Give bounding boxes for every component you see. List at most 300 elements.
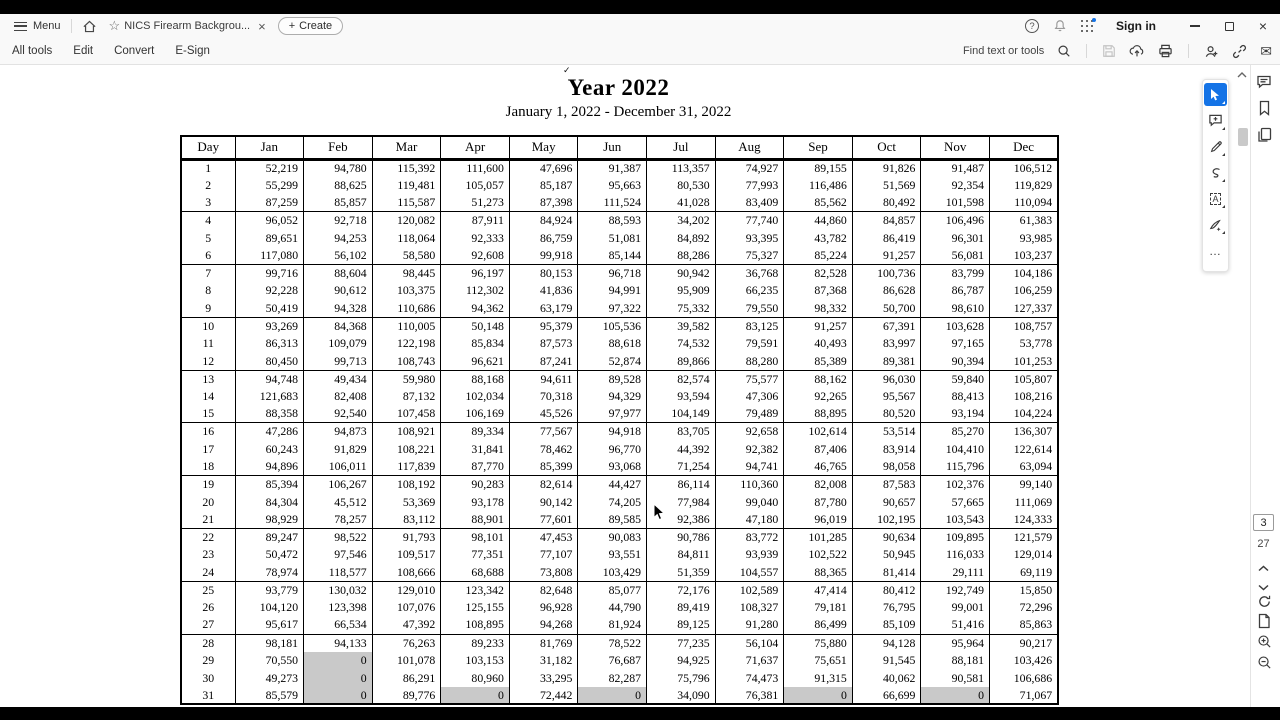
table-cell: 45,526 bbox=[509, 405, 578, 423]
table-cell: 74,473 bbox=[715, 669, 784, 687]
table-cell: 74,532 bbox=[647, 335, 716, 353]
tab-esign[interactable]: E-Sign bbox=[175, 45, 210, 57]
table-cell: 96,197 bbox=[441, 265, 510, 283]
table-header-cell: Jun bbox=[578, 136, 647, 159]
table-cell: 77,601 bbox=[509, 511, 578, 529]
table-cell: 85,389 bbox=[784, 353, 853, 371]
table-cell: 104,149 bbox=[647, 405, 716, 423]
table-day-cell: 25 bbox=[181, 581, 235, 599]
table-cell: 103,429 bbox=[578, 564, 647, 582]
bookmarks-panel-icon[interactable] bbox=[1258, 100, 1271, 121]
table-cell: 94,268 bbox=[509, 616, 578, 634]
table-cell: 95,909 bbox=[647, 282, 716, 300]
table-cell: 87,368 bbox=[784, 282, 853, 300]
table-cell: 85,863 bbox=[990, 616, 1059, 634]
table-cell: 93,779 bbox=[235, 581, 304, 599]
zoom-in-icon[interactable] bbox=[1257, 634, 1272, 654]
table-cell: 109,517 bbox=[372, 546, 441, 564]
favorite-star-icon[interactable]: ☆ bbox=[108, 18, 121, 33]
table-header-cell: Nov bbox=[921, 136, 990, 159]
table-cell: 49,273 bbox=[235, 669, 304, 687]
link-icon[interactable] bbox=[1232, 44, 1247, 59]
table-header-cell: Mar bbox=[372, 136, 441, 159]
table-row bbox=[181, 528, 1058, 546]
table-cell: 92,540 bbox=[304, 405, 373, 423]
table-cell: 108,327 bbox=[715, 599, 784, 617]
table-cell: 77,993 bbox=[715, 177, 784, 195]
table-cell: 83,799 bbox=[921, 265, 990, 283]
minimize-button[interactable] bbox=[1178, 14, 1212, 38]
table-cell: 87,132 bbox=[372, 388, 441, 406]
zoom-out-icon[interactable] bbox=[1257, 655, 1272, 675]
table-cell: 83,125 bbox=[715, 317, 784, 335]
table-cell: 103,237 bbox=[990, 247, 1059, 265]
table-cell: 92,386 bbox=[647, 511, 716, 529]
table-cell: 115,587 bbox=[372, 194, 441, 212]
print-icon[interactable] bbox=[1158, 44, 1173, 58]
table-cell: 75,577 bbox=[715, 370, 784, 388]
table-cell: 96,301 bbox=[921, 229, 990, 247]
table-cell: 84,924 bbox=[509, 212, 578, 230]
table-row bbox=[181, 511, 1058, 529]
table-cell: 31,841 bbox=[441, 441, 510, 459]
table-cell: 96,770 bbox=[578, 441, 647, 459]
table-cell: 89,247 bbox=[235, 528, 304, 546]
table-cell: 98,101 bbox=[441, 528, 510, 546]
table-cell: 86,499 bbox=[784, 616, 853, 634]
table-cell: 116,033 bbox=[921, 546, 990, 564]
table-cell: 94,362 bbox=[441, 300, 510, 318]
table-row bbox=[181, 493, 1058, 511]
table-row bbox=[181, 300, 1058, 318]
table-cell: 47,414 bbox=[784, 581, 853, 599]
table-cell: 86,313 bbox=[235, 335, 304, 353]
table-cell: 94,780 bbox=[304, 159, 373, 177]
table-cell: 88,358 bbox=[235, 405, 304, 423]
table-cell: 89,651 bbox=[235, 229, 304, 247]
table-row bbox=[181, 388, 1058, 406]
table-cell: 88,286 bbox=[647, 247, 716, 265]
table-cell: 0 bbox=[921, 687, 990, 705]
table-day-cell: 9 bbox=[181, 300, 235, 318]
table-cell: 109,895 bbox=[921, 528, 990, 546]
table-cell: 56,102 bbox=[304, 247, 373, 265]
table-cell: 76,687 bbox=[578, 652, 647, 670]
comments-panel-icon[interactable] bbox=[1256, 74, 1272, 95]
table-cell: 44,427 bbox=[578, 476, 647, 494]
table-cell: 97,165 bbox=[921, 335, 990, 353]
table-cell: 44,392 bbox=[647, 441, 716, 459]
table-row bbox=[181, 159, 1058, 177]
table-cell: 50,148 bbox=[441, 317, 510, 335]
table-cell: 45,512 bbox=[304, 493, 373, 511]
table-cell: 82,287 bbox=[578, 669, 647, 687]
table-cell: 59,840 bbox=[921, 370, 990, 388]
table-cell: 75,651 bbox=[784, 652, 853, 670]
table-cell: 122,614 bbox=[1013, 441, 1053, 456]
table-cell: 98,058 bbox=[852, 458, 921, 476]
table-cell: 118,064 bbox=[372, 229, 441, 247]
table-cell: 81,769 bbox=[509, 634, 578, 652]
table-cell: 92,354 bbox=[921, 177, 990, 195]
table-cell: 56,081 bbox=[921, 247, 990, 265]
table-row bbox=[181, 458, 1058, 476]
table-cell: 85,562 bbox=[784, 194, 853, 212]
table-cell: 102,614 bbox=[784, 423, 853, 441]
table-cell: 110,686 bbox=[372, 300, 441, 318]
table-cell: 101,253 bbox=[990, 353, 1059, 371]
table-cell: 82,528 bbox=[784, 265, 853, 283]
table-cell: 89,334 bbox=[441, 423, 510, 441]
table-cell: 88,168 bbox=[441, 370, 510, 388]
table-cell: 93,269 bbox=[235, 317, 304, 335]
divider bbox=[71, 19, 72, 33]
table-cell: 59,980 bbox=[372, 370, 441, 388]
table-cell: 129,014 bbox=[1013, 547, 1053, 562]
table-cell: 90,283 bbox=[441, 476, 510, 494]
table-cell: 99,140 bbox=[1019, 477, 1053, 492]
table-cell: 85,144 bbox=[578, 247, 647, 265]
table-cell: 98,332 bbox=[784, 300, 853, 318]
table-cell: 47,306 bbox=[715, 388, 784, 406]
table-cell: 50,419 bbox=[235, 300, 304, 318]
home-icon[interactable] bbox=[82, 19, 97, 34]
table-cell: 87,406 bbox=[784, 441, 853, 459]
table-row bbox=[181, 405, 1058, 423]
table-cell: 43,782 bbox=[784, 229, 853, 247]
table-cell: 72,176 bbox=[647, 581, 716, 599]
scrollbar-thumb[interactable] bbox=[1238, 128, 1248, 146]
table-cell: 88,365 bbox=[784, 564, 853, 582]
table-cell: 39,582 bbox=[647, 317, 716, 335]
table-row bbox=[181, 581, 1058, 599]
table-cell: 0 bbox=[578, 687, 647, 705]
table-row bbox=[181, 282, 1058, 300]
table-cell: 87,583 bbox=[852, 476, 921, 494]
table-cell: 80,530 bbox=[647, 177, 716, 195]
table-cell: 94,991 bbox=[578, 282, 647, 300]
find-text-button[interactable]: Find text or tools bbox=[962, 45, 1045, 57]
table-cell: 110,094 bbox=[990, 194, 1059, 212]
table-cell: 91,280 bbox=[715, 616, 784, 634]
table-cell: 130,032 bbox=[304, 581, 373, 599]
table-cell: 47,286 bbox=[235, 423, 304, 441]
table-cell: 122,198 bbox=[372, 335, 441, 353]
table-cell: 99,040 bbox=[715, 493, 784, 511]
table-cell: 88,604 bbox=[304, 265, 373, 283]
table-cell: 108,757 bbox=[1013, 318, 1053, 333]
table-cell: 90,786 bbox=[647, 528, 716, 546]
table-day-cell: 1 bbox=[181, 159, 235, 177]
table-cell: 66,235 bbox=[715, 282, 784, 300]
table-row bbox=[181, 247, 1058, 265]
table-cell: 88,162 bbox=[784, 370, 853, 388]
create-button[interactable] bbox=[278, 17, 343, 35]
table-cell: 58,580 bbox=[372, 247, 441, 265]
page-title: Year 2022 bbox=[567, 75, 670, 100]
table-day-cell: 24 bbox=[181, 564, 235, 582]
table-cell: 68,688 bbox=[441, 564, 510, 582]
table-cell: 71,067 bbox=[1019, 687, 1053, 702]
table-day-cell: 27 bbox=[181, 616, 235, 634]
add-comment-tool-button[interactable] bbox=[1204, 109, 1227, 132]
quick-tools-toolbar bbox=[1202, 79, 1229, 272]
table-cell: 106,496 bbox=[921, 212, 990, 230]
table-cell: 87,770 bbox=[441, 458, 510, 476]
table-cell: 51,273 bbox=[441, 194, 510, 212]
table-cell: 94,133 bbox=[304, 634, 373, 652]
table-cell: 85,834 bbox=[441, 335, 510, 353]
table-cell: 94,128 bbox=[852, 634, 921, 652]
document-header bbox=[180, 75, 1057, 121]
rotate-page-icon[interactable] bbox=[1257, 594, 1272, 614]
divider bbox=[1086, 44, 1087, 58]
share-upload-icon[interactable] bbox=[1129, 44, 1145, 59]
sign-in-button[interactable]: Sign in bbox=[1116, 19, 1156, 33]
table-cell: 123,398 bbox=[304, 599, 373, 617]
table-day-cell: 29 bbox=[181, 652, 235, 670]
table-cell: 91,487 bbox=[921, 159, 990, 177]
help-icon[interactable]: ? bbox=[1025, 19, 1039, 33]
table-row bbox=[181, 546, 1058, 564]
tab-convert[interactable]: Convert bbox=[114, 45, 155, 57]
table-day-cell: 13 bbox=[181, 370, 235, 388]
table-day-cell: 20 bbox=[181, 493, 235, 511]
table-cell: 47,392 bbox=[372, 616, 441, 634]
table-cell: 77,740 bbox=[715, 212, 784, 230]
table-day-cell: 21 bbox=[181, 511, 235, 529]
table-cell: 83,997 bbox=[852, 335, 921, 353]
table-cell: 116,486 bbox=[784, 177, 853, 195]
table-cell: 91,257 bbox=[852, 247, 921, 265]
table-cell: 52,874 bbox=[578, 353, 647, 371]
table-row bbox=[181, 564, 1058, 582]
email-icon[interactable]: ✉ bbox=[1260, 42, 1272, 59]
table-cell: 50,472 bbox=[235, 546, 304, 564]
table-cell: 92,608 bbox=[441, 247, 510, 265]
letterbox-top bbox=[0, 0, 1280, 14]
table-cell: 75,327 bbox=[715, 247, 784, 265]
table-cell: 89,233 bbox=[441, 634, 510, 652]
table-cell: 91,829 bbox=[304, 441, 373, 459]
table-day-cell: 19 bbox=[181, 476, 235, 494]
table-cell: 36,768 bbox=[715, 265, 784, 283]
table-cell: 92,718 bbox=[304, 212, 373, 230]
table-cell: 0 bbox=[784, 687, 853, 705]
table-cell: 99,001 bbox=[921, 599, 990, 617]
table-cell: 88,593 bbox=[578, 212, 647, 230]
table-cell: 93,395 bbox=[715, 229, 784, 247]
draw-signature-tool-button[interactable] bbox=[1204, 161, 1227, 184]
table-cell: 94,873 bbox=[304, 423, 373, 441]
table-cell: 93,178 bbox=[441, 493, 510, 511]
table-cell: 89,776 bbox=[372, 687, 441, 705]
mouse-cursor bbox=[653, 503, 666, 527]
menu-icon[interactable] bbox=[14, 22, 27, 31]
table-cell: 106,267 bbox=[304, 476, 373, 494]
table-cell: 108,216 bbox=[1013, 389, 1053, 404]
table-cell: 90,142 bbox=[509, 493, 578, 511]
table-cell: 91,387 bbox=[578, 159, 647, 177]
table-cell: 82,408 bbox=[304, 388, 373, 406]
table-cell: 96,019 bbox=[784, 511, 853, 529]
table-cell: 127,337 bbox=[990, 300, 1059, 318]
pages-panel-icon[interactable] bbox=[1257, 127, 1272, 148]
table-header-cell: Sep bbox=[784, 136, 853, 159]
table-cell: 93,939 bbox=[715, 546, 784, 564]
table-cell: 40,062 bbox=[852, 669, 921, 687]
share-people-icon[interactable] bbox=[1204, 44, 1219, 59]
table-cell: 91,315 bbox=[784, 669, 853, 687]
table-day-cell: 6 bbox=[181, 247, 235, 265]
table-day-cell: 23 bbox=[181, 546, 235, 564]
page-subtitle: January 1, 2022 - December 31, 2022 bbox=[505, 104, 732, 120]
table-cell: 50,700 bbox=[852, 300, 921, 318]
table-cell: 83,409 bbox=[715, 194, 784, 212]
table-cell: 124,333 bbox=[990, 511, 1059, 529]
table-cell: 85,579 bbox=[235, 687, 304, 705]
page-number-input[interactable]: 3 bbox=[1253, 514, 1274, 531]
table-row bbox=[181, 652, 1058, 670]
close-button[interactable]: × bbox=[1258, 18, 1268, 34]
table-cell: 95,379 bbox=[509, 317, 578, 335]
table-row bbox=[181, 229, 1058, 247]
table-cell: 60,243 bbox=[235, 441, 304, 459]
table-header-cell: Jan bbox=[235, 136, 304, 159]
scroll-up-icon[interactable] bbox=[1237, 66, 1247, 74]
create-label: Create bbox=[299, 20, 333, 32]
table-cell: 86,628 bbox=[852, 282, 921, 300]
table-cell: 0 bbox=[441, 687, 510, 705]
table-cell: 88,895 bbox=[784, 405, 853, 423]
table-cell: 74,205 bbox=[578, 493, 647, 511]
table-cell: 92,265 bbox=[784, 388, 853, 406]
table-cell: 111,069 bbox=[1014, 494, 1053, 509]
table-cell: 75,796 bbox=[647, 669, 716, 687]
panel-divider bbox=[1250, 65, 1251, 707]
table-cell: 115,796 bbox=[921, 458, 990, 476]
table-cell: 71,637 bbox=[715, 652, 784, 670]
notifications-bell-icon[interactable] bbox=[1053, 19, 1067, 33]
table-day-cell: 10 bbox=[181, 317, 235, 335]
highlight-pencil-tool-button[interactable] bbox=[1204, 135, 1227, 158]
table-cell: 88,280 bbox=[715, 353, 784, 371]
table-cell: 106,169 bbox=[441, 405, 510, 423]
table-cell: 75,880 bbox=[784, 634, 853, 652]
table-cell: 89,585 bbox=[578, 511, 647, 529]
table-cell: 85,077 bbox=[578, 581, 647, 599]
table-day-cell: 18 bbox=[181, 458, 235, 476]
menu-button[interactable]: Menu bbox=[33, 20, 61, 32]
apps-grid-icon[interactable] bbox=[1081, 20, 1094, 33]
table-cell: 102,034 bbox=[441, 388, 510, 406]
table-header-cell: Apr bbox=[441, 136, 510, 159]
table-cell: 76,263 bbox=[372, 634, 441, 652]
table-cell: 86,114 bbox=[647, 476, 716, 494]
table-row bbox=[181, 423, 1058, 441]
table-day-cell: 11 bbox=[181, 335, 235, 353]
table-cell: 104,186 bbox=[1013, 266, 1053, 281]
table-cell: 75,332 bbox=[647, 300, 716, 318]
table-cell: 106,011 bbox=[304, 458, 373, 476]
table-cell: 66,699 bbox=[852, 687, 921, 705]
table-cell: 117,080 bbox=[235, 247, 304, 265]
table-cell: 89,866 bbox=[647, 353, 716, 371]
table-cell: 90,657 bbox=[852, 493, 921, 511]
table-cell: 108,743 bbox=[372, 353, 441, 371]
title-bar bbox=[0, 14, 1280, 38]
table-cell: 104,120 bbox=[235, 599, 304, 617]
table-cell: 98,181 bbox=[235, 634, 304, 652]
more-tools-button[interactable]: … bbox=[1209, 243, 1222, 258]
table-cell: 102,589 bbox=[715, 581, 784, 599]
table-cell: 82,648 bbox=[509, 581, 578, 599]
tab-edit[interactable]: Edit bbox=[73, 45, 94, 57]
tab-close-icon[interactable]: × bbox=[258, 18, 266, 34]
document-tab[interactable]: NICS Firearm Backgrou... bbox=[124, 20, 251, 32]
table-cell: 33,295 bbox=[509, 669, 578, 687]
table-cell: 79,181 bbox=[784, 599, 853, 617]
table-cell: 77,567 bbox=[509, 423, 578, 441]
table-row bbox=[181, 370, 1058, 388]
table-cell: 72,296 bbox=[1019, 600, 1053, 615]
table-cell: 83,914 bbox=[852, 441, 921, 459]
search-icon[interactable] bbox=[1057, 44, 1071, 58]
tools-toolbar bbox=[0, 38, 1280, 65]
table-cell: 89,381 bbox=[852, 353, 921, 371]
table-cell: 80,153 bbox=[509, 265, 578, 283]
table-cell: 88,901 bbox=[441, 511, 510, 529]
annotation-tick: ✓ bbox=[563, 65, 571, 75]
table-cell: 79,550 bbox=[715, 300, 784, 318]
table-cell: 51,359 bbox=[647, 564, 716, 582]
table-cell: 101,078 bbox=[372, 652, 441, 670]
table-cell: 94,741 bbox=[715, 458, 784, 476]
table-cell: 89,155 bbox=[784, 159, 853, 177]
table-cell: 82,008 bbox=[784, 476, 853, 494]
table-cell: 57,665 bbox=[921, 493, 990, 511]
tab-all-tools[interactable]: All tools bbox=[12, 45, 53, 57]
table-cell: 110,005 bbox=[372, 317, 441, 335]
table-day-cell: 15 bbox=[181, 405, 235, 423]
previous-page-icon[interactable] bbox=[1258, 559, 1269, 566]
table-cell: 73,808 bbox=[509, 564, 578, 582]
table-cell: 47,453 bbox=[509, 528, 578, 546]
table-row bbox=[181, 177, 1058, 195]
table-cell: 106,259 bbox=[1013, 283, 1053, 298]
table-cell: 83,772 bbox=[715, 528, 784, 546]
select-tool-button[interactable] bbox=[1204, 83, 1227, 106]
table-cell: 94,748 bbox=[235, 370, 304, 388]
table-cell: 61,383 bbox=[1019, 213, 1053, 228]
table-cell: 80,520 bbox=[852, 405, 921, 423]
table-cell: 96,030 bbox=[852, 370, 921, 388]
table-cell: 91,826 bbox=[852, 159, 921, 177]
add-text-tool-button[interactable]: A bbox=[1204, 187, 1227, 210]
table-cell: 98,929 bbox=[235, 511, 304, 529]
table-cell: 76,795 bbox=[852, 599, 921, 617]
next-page-icon[interactable] bbox=[1258, 578, 1269, 585]
maximize-button[interactable] bbox=[1212, 14, 1246, 38]
table-cell: 113,357 bbox=[647, 159, 716, 177]
table-cell: 52,219 bbox=[235, 159, 304, 177]
table-cell: 105,807 bbox=[1013, 371, 1053, 386]
table-cell: 0 bbox=[304, 669, 373, 687]
fill-sign-tool-button[interactable] bbox=[1204, 213, 1227, 236]
table-cell: 108,192 bbox=[372, 476, 441, 494]
table-day-cell: 17 bbox=[181, 441, 235, 459]
page-view-icon[interactable] bbox=[1257, 613, 1271, 634]
